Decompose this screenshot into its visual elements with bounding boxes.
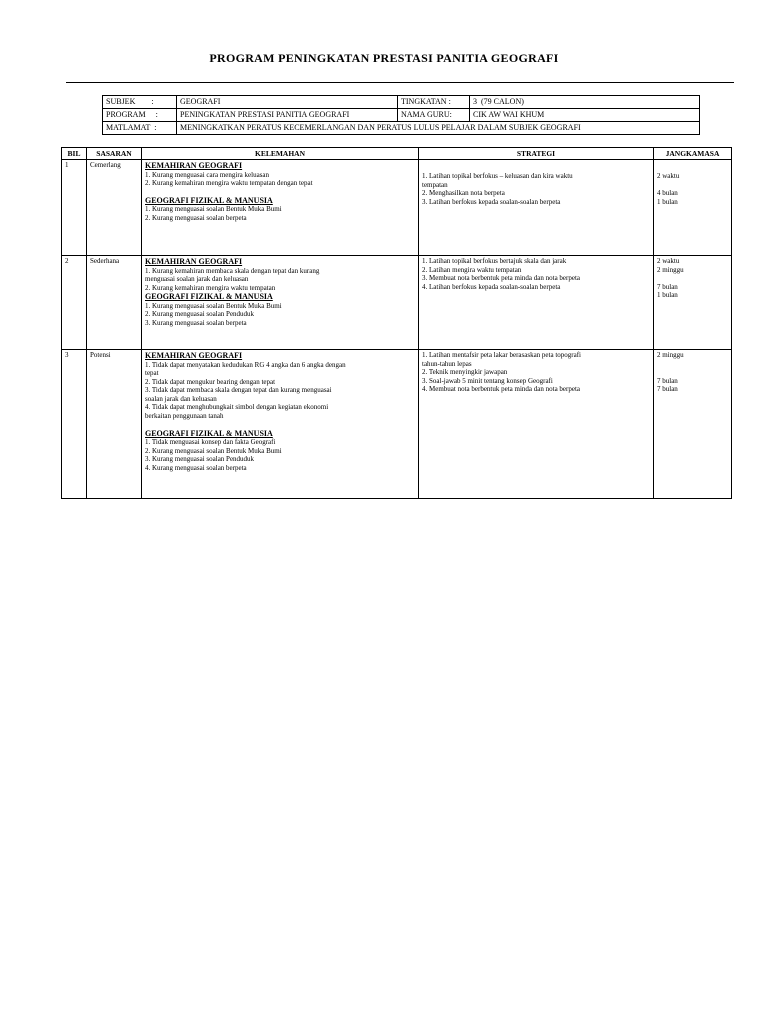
list-item: 2. Kurang menguasai soalan Bentuk Muka Bumi [145, 446, 282, 455]
list-item: 1. Tidak menguasai konsep dan fakta Geografi [145, 438, 276, 447]
info-table [102, 95, 700, 135]
list-item: 3. Membuat nota berbentuk peta minda dan nota berpeta [422, 274, 581, 283]
list-item: 3. Latihan berfokus kepada soalan-soalan berpeta [422, 197, 561, 206]
list-item: 1. Kurang menguasai soalan Bentuk Muka Bumi [145, 205, 282, 214]
program-value: PENINGKATAN PRESTASI PANITIA GEOGRAFI [177, 109, 398, 122]
subjek-label: SUBJEK : [103, 96, 177, 109]
list-item: 1. Kurang kemahiran membaca skala dengan tepat dan kurang [145, 266, 320, 275]
kelemahan-cell [142, 256, 419, 350]
list-item: 2 minggu [657, 351, 684, 359]
subjek-value: GEOGRAFI [177, 96, 398, 109]
strategi-cell [419, 256, 654, 350]
section-heading: KEMAHIRAN GEOGRAFI [145, 257, 243, 266]
list-item: tepat [145, 369, 159, 378]
list-item: 1. Latihan mentafsir peta lakar berasaskan peta topografi [422, 351, 581, 359]
table-row [62, 160, 732, 256]
list-item: 3. Kurang menguasai soalan Penduduk [145, 455, 255, 464]
jangkamasa-cell [654, 350, 732, 499]
header-bil: BIL [62, 148, 87, 160]
list-item [657, 181, 728, 190]
section-heading: KEMAHIRAN GEOGRAFI [145, 351, 243, 360]
list-item: 4. Membuat nota berbentuk peta minda dan nota berpeta [422, 385, 581, 394]
bil-cell: 3 [62, 350, 87, 499]
list-item: 2. Teknik menyingkir jawapan [422, 368, 508, 377]
matlamat-label: MATLAMAT : [103, 122, 177, 135]
guru-value: CIK AW WAI KHUM [470, 109, 700, 122]
list-item: 1 bulan [657, 197, 678, 206]
bil-cell: 2 [62, 256, 87, 350]
page-title: PROGRAM PENINGKATAN PRESTASI PANITIA GEOGRAFI [209, 51, 559, 65]
tingkatan-label: TINGKATAN : [398, 96, 470, 109]
list-item: 2. Kurang menguasai soalan Penduduk [145, 310, 255, 319]
tingkatan-value: 3 (79 CALON) [470, 96, 700, 109]
sasaran-cell: Cemerlang [87, 160, 142, 256]
table-header-row [62, 148, 732, 160]
list-item: 3. Soal-jawab 5 minit tentang konsep Geografi [422, 376, 553, 385]
list-item: 3. Tidak dapat membaca skala dengan tepat dan kurang menguasai [145, 386, 332, 395]
info-row-program [103, 109, 700, 122]
list-item: tempatan [422, 180, 448, 189]
header-sasaran: SASARAN [87, 148, 142, 160]
list-item: 3. Kurang menguasai soalan berpeta [145, 318, 247, 327]
list-item: 4. Latihan berfokus kepada soalan-soalan berpeta [422, 282, 561, 291]
section-heading: GEOGRAFI FIZIKAL & MANUSIA [145, 428, 273, 438]
info-row-subjek [103, 96, 700, 109]
list-item: 7 bulan [657, 385, 678, 394]
list-item: 1. Kurang menguasai cara mengira keluasan [145, 170, 270, 179]
list-item: 2. Latihan mengira waktu tempatan [422, 265, 522, 274]
list-item: 2 waktu [657, 172, 680, 180]
list-item [657, 368, 728, 377]
list-item: 4 bulan [657, 189, 678, 198]
list-item: 2. Tidak dapat mengukur bearing dengan tepat [145, 377, 276, 386]
list-item: 1. Tidak dapat menyatakan kedudukan RG 4 angka dan 6 angka dengan [145, 360, 346, 369]
list-item: berkaitan penggunaan tanah [145, 412, 224, 421]
list-item: 4. Tidak dapat menghubungkait simbol dengan kegiatan ekonomi [145, 403, 329, 412]
list-item [657, 274, 728, 283]
list-item: 1. Latihan topikal berfokus bertajuk skala dan jarak [422, 257, 567, 265]
list-item: 4. Kurang menguasai soalan berpeta [145, 463, 247, 472]
jangkamasa-cell [654, 160, 732, 256]
list-item: 2. Menghasilkan nota berpeta [422, 189, 505, 198]
program-label: PROGRAM : [103, 109, 177, 122]
list-item [657, 360, 728, 369]
kelemahan-cell [142, 350, 419, 499]
list-item: 1. Latihan topikal berfokus – keluasan dan kira waktu [422, 172, 573, 180]
program-table [61, 147, 732, 499]
sasaran-cell: Sederhana [87, 256, 142, 350]
list-item: menguasai soalan jarak dan keluasan [145, 275, 249, 284]
list-item: 2. Kurang menguasai soalan berpeta [145, 213, 247, 222]
list-item: 2 minggu [657, 265, 684, 274]
jangkamasa-cell [654, 256, 732, 350]
strategi-cell [419, 160, 654, 256]
header-strategi: STRATEGI [419, 148, 654, 160]
kelemahan-cell [142, 160, 419, 256]
list-item: 1 bulan [657, 291, 678, 300]
section-heading: GEOGRAFI FIZIKAL & MANUSIA [145, 195, 273, 205]
list-item: tahun-tahun lepas [422, 359, 472, 368]
section-heading: GEOGRAFI FIZIKAL & MANUSIA [145, 292, 273, 302]
list-item: 7 bulan [657, 376, 678, 385]
table-row [62, 350, 732, 499]
title-rule [66, 82, 734, 83]
matlamat-value: MENINGKATKAN PERATUS KECEMERLANGAN DAN PERATUS LULUS PELAJAR DALAM SUBJEK GEOGRAFI [177, 122, 700, 135]
list-item: soalan jarak dan keluasan [145, 394, 217, 403]
strategi-cell [419, 350, 654, 499]
list-item: 2. Kurang kemahiran mengira waktu tempatan [145, 283, 276, 292]
info-row-matlamat [103, 122, 700, 135]
list-item: 2. Kurang kemahiran mengira waktu tempatan dengan tepat [145, 179, 313, 188]
section-heading: KEMAHIRAN GEOGRAFI [145, 161, 243, 170]
sasaran-cell: Potensi [87, 350, 142, 499]
list-item: 1. Kurang menguasai soalan Bentuk Muka Bumi [145, 301, 282, 310]
guru-label: NAMA GURU: [398, 109, 470, 122]
list-item: 2 waktu [657, 257, 680, 265]
table-row [62, 256, 732, 350]
bil-cell: 1 [62, 160, 87, 256]
header-jangkamasa: JANGKAMASA [654, 148, 732, 160]
list-item: 7 bulan [657, 282, 678, 291]
header-kelemahan: KELEMAHAN [142, 148, 419, 160]
